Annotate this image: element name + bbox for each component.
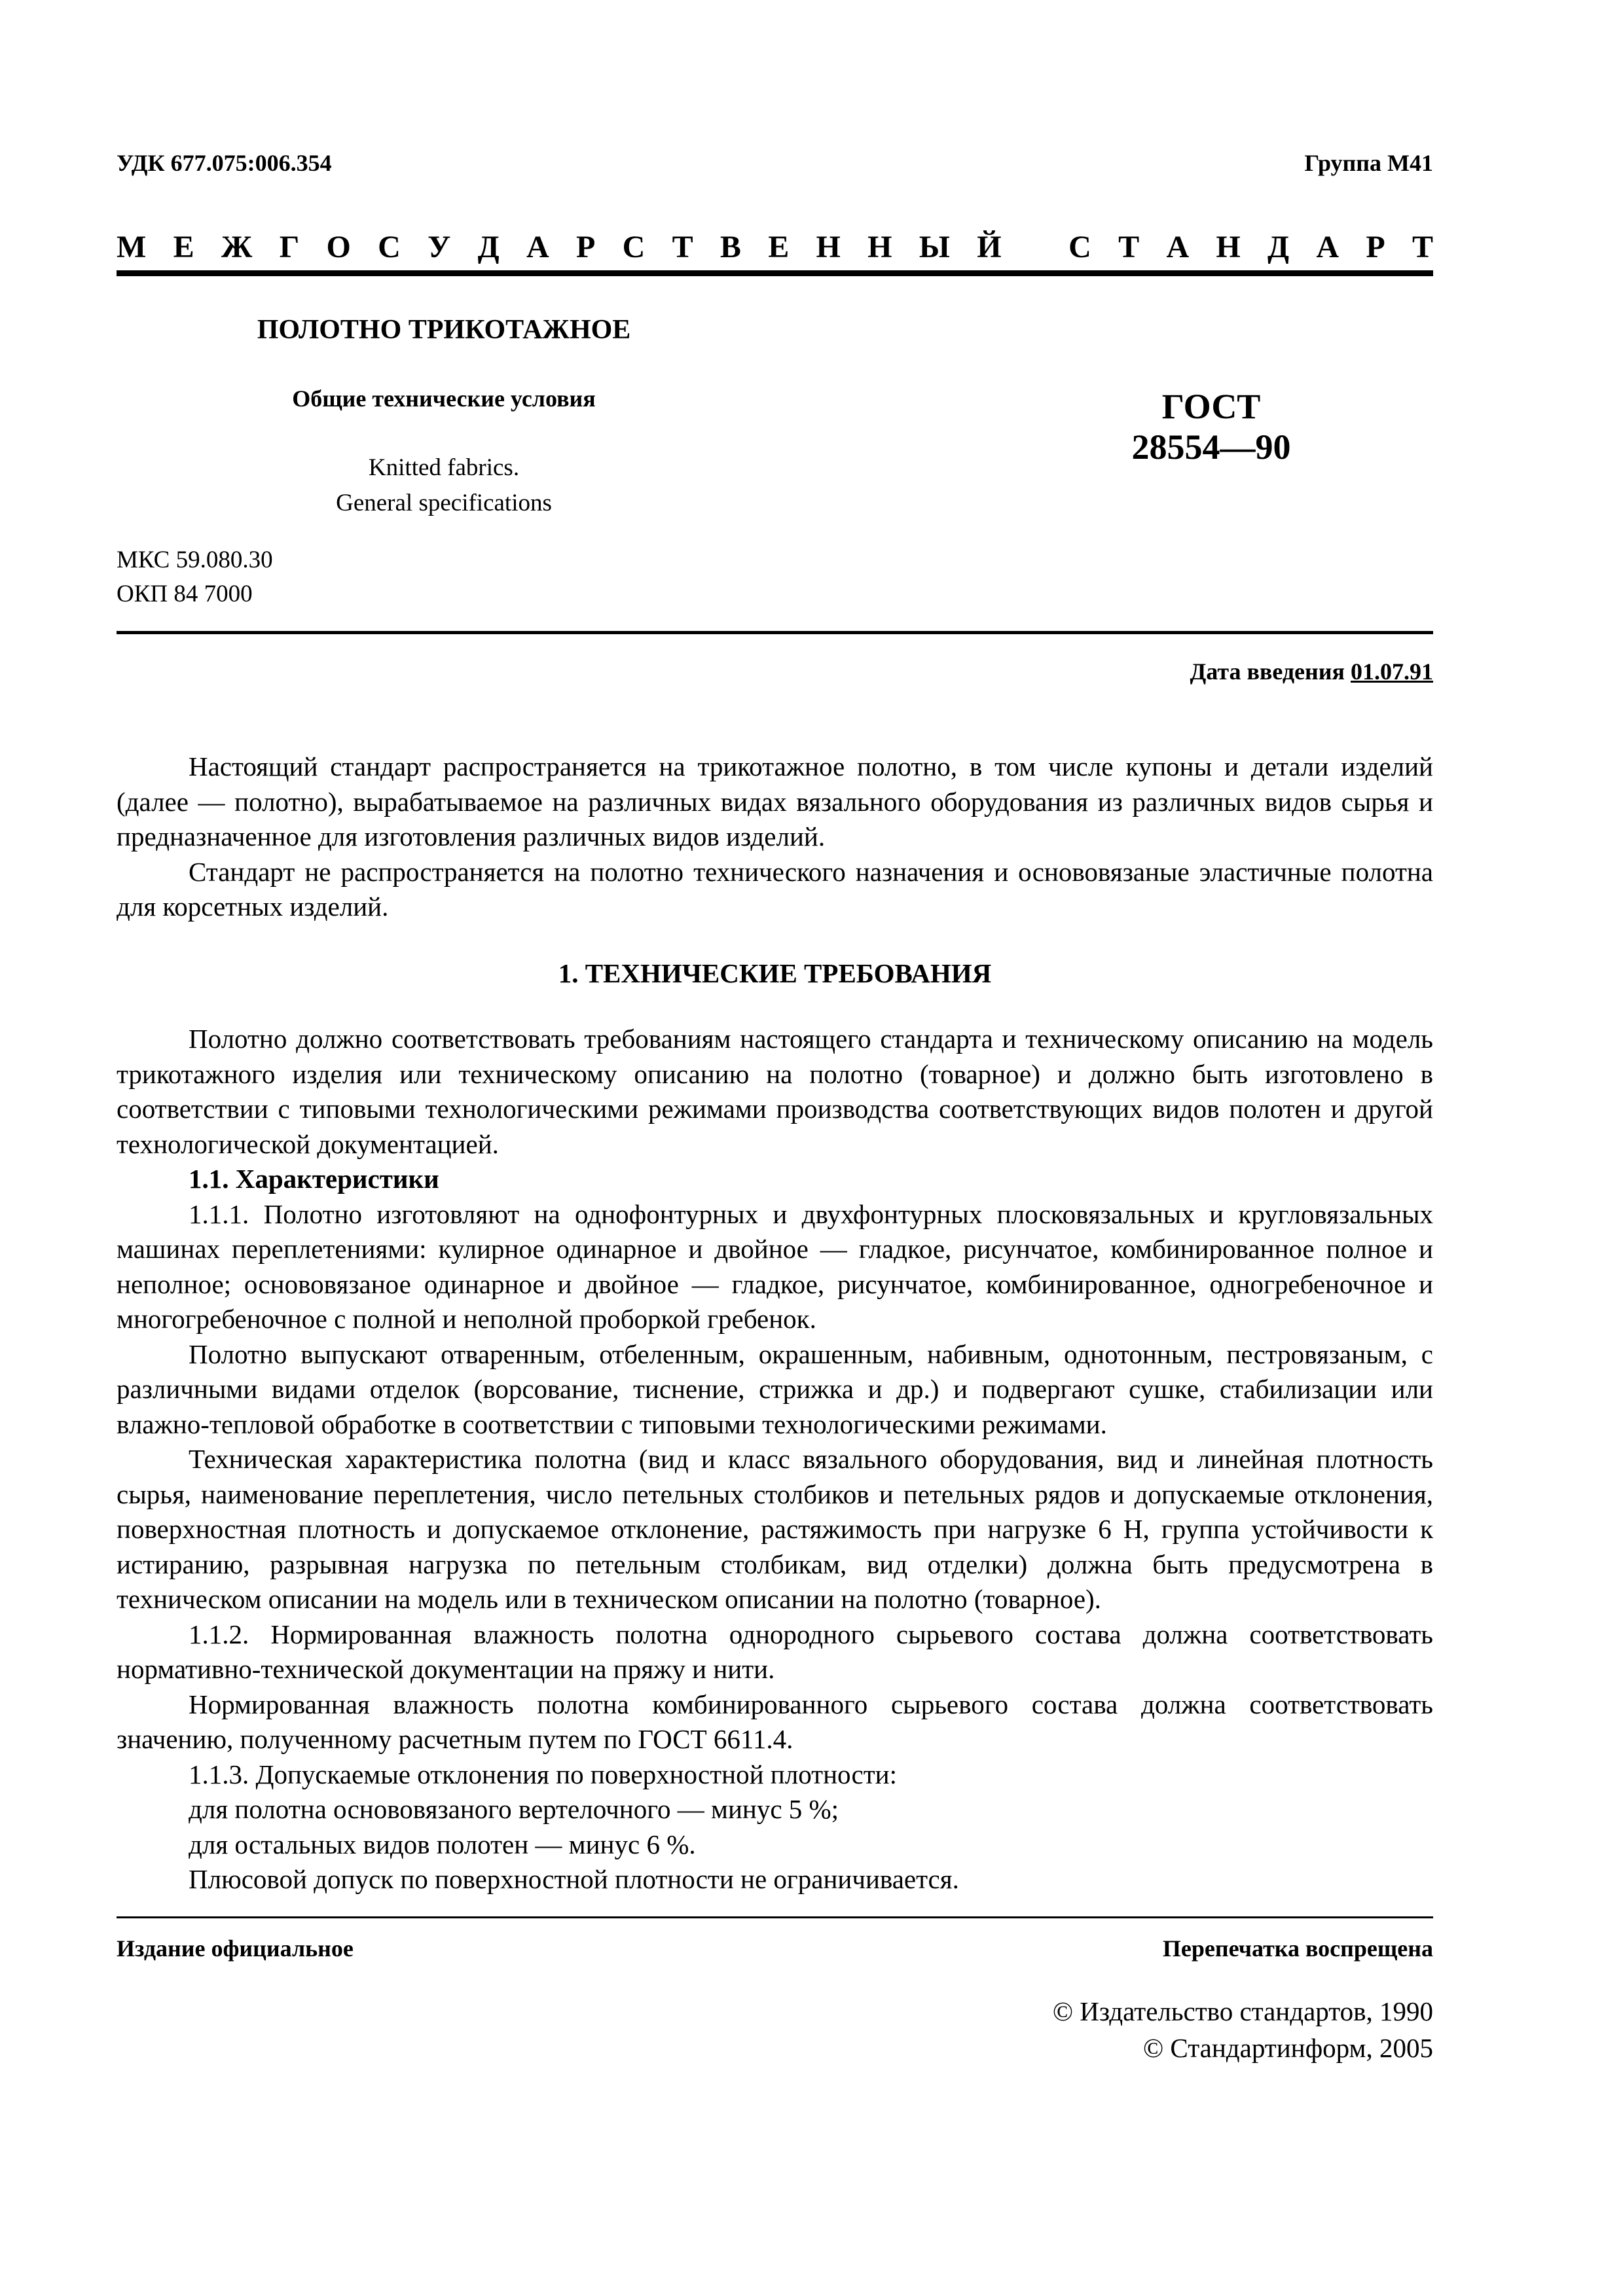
- footer-rule: [117, 1916, 1433, 1918]
- banner-letter-w1: Г: [279, 230, 300, 264]
- banner-letter-w1: О: [326, 230, 351, 264]
- banner-letter-w2: А: [1166, 230, 1190, 264]
- interstate-standard-banner: [117, 229, 1433, 265]
- english-title-line1: Knitted fabrics.: [368, 454, 520, 481]
- classification-codes: [117, 543, 273, 611]
- banner-letter-w1: Ж: [221, 230, 253, 264]
- copyright-block: [1053, 1993, 1433, 2066]
- paragraph-requirements: Полотно должно соответствовать требованиям настоящего стандарта и техническому описанию на модель трикотажного изделия или техническому описанию на полотно (товарное) и должно быть изготовлено в соответствии с типовыми технологическими режимами производства соответствующих видов полотен и другой технологической документацией.: [117, 1024, 1433, 1159]
- section-1-title: 1. ТЕХНИЧЕСКИЕ ТРЕБОВАНИЯ: [558, 958, 992, 988]
- banner-letter-w1: Ы: [919, 230, 950, 264]
- banner-letter-w1: С: [622, 230, 646, 264]
- banner-letter-w2: Д: [1267, 230, 1290, 264]
- introduction-date-value: 01.07.91: [1351, 658, 1433, 685]
- paragraph-scope: Настоящий стандарт распространяется на трикотажное полотно, в том числе купоны и детали изделий (далее — полотно), вырабатываемое на различных видах вязального оборудования из различных видов сырья и предназначенное для изготовления различных видов изделий.: [117, 751, 1433, 852]
- udk-code: УДК 677.075:006.354: [117, 150, 332, 176]
- banner-letter-w2: Р: [1366, 230, 1385, 264]
- tolerance-item-warp: для полотна основовязаного вертелочного — минус 5 %;: [189, 1794, 839, 1824]
- document-title: ПОЛОТНО ТРИКОТАЖНОЕ: [257, 315, 631, 345]
- subsection-1-1-heading: 1.1. Характеристики: [189, 1164, 439, 1194]
- banner-letter-w1: Т: [672, 230, 693, 264]
- banner-letter-w2: А: [1316, 230, 1340, 264]
- paragraph-plus-tolerance: Плюсовой допуск по поверхностной плотности не ограничивается.: [189, 1864, 959, 1894]
- banner-letter-w1: Н: [867, 230, 892, 264]
- banner-letter-w2: Т: [1412, 230, 1433, 264]
- banner-letter-w1: У: [428, 230, 451, 264]
- group-code: Группа М41: [1304, 150, 1433, 176]
- official-edition-note: Издание официальное: [117, 1935, 354, 1962]
- english-title-line2: General specifications: [336, 490, 552, 516]
- gost-label: ГОСТ: [1161, 387, 1261, 426]
- tolerance-item-other: для остальных видов полотен — минус 6 %.: [189, 1829, 696, 1859]
- codes-rule: [117, 631, 1433, 634]
- banner-letter-w1: А: [526, 230, 549, 264]
- banner-letter-w1: М: [117, 230, 147, 264]
- paragraph-combined-moisture: Нормированная влажность полотна комбинированного сырьевого состава должна соответствовать значению, полученному расчетным путем по ГОСТ 6611.4.: [117, 1689, 1433, 1754]
- copyright-line-1: © Издательство стандартов, 1990: [1052, 1996, 1433, 2026]
- banner-letter-w1: Е: [768, 230, 790, 264]
- banner-letter-w1: Р: [575, 230, 596, 264]
- banner-letter-w1: Е: [173, 230, 194, 264]
- banner-word-gap: [1029, 229, 1042, 265]
- clause-1-1-2: 1.1.2. Нормированная влажность полотна однородного сырьевого состава должна соответствовать нормативно-технической документации на пряжу и нити.: [117, 1619, 1433, 1684]
- introduction-date-label: Дата введения: [1190, 658, 1351, 685]
- banner-letter-w2: Т: [1118, 230, 1140, 264]
- paragraph-technical-characteristics: Техническая характеристика полотна (вид и класс вязального оборудования, вид и линейная плотность сырья, наименование переплетения, число петельных столбиков и петельных рядов и допускаемые отклонения, поверхностная плотность и допускаемое отклонение, растяжимость при нагрузке 6 Н, группа устойчивости к истиранию, разрывная нагрузка по петельным столбикам, вид отделки) должна быть предусмотрена в техническом описании на модель или в техническом описании на полотно (товарное).: [117, 1444, 1433, 1614]
- gost-designation: [1048, 386, 1375, 467]
- okp-code: ОКП 84 7000: [117, 581, 253, 607]
- banner-letter-w2: Н: [1216, 230, 1241, 264]
- mks-code: МКС 59.080.30: [117, 547, 273, 573]
- gost-number: 28554—90: [1131, 427, 1291, 467]
- document-subtitle: Общие технические условия: [292, 386, 596, 412]
- clause-1-1-1: 1.1.1. Полотно изготовляют на однофонтурных и двухфонтурных плосковязальных и кругловязальных машинах переплетениями: кулирное одинарное и двойное — гладкое, рисунчатое, комбинированное полное и неполное; основовязаное одинарное и двойное — гладкое, рисунчатое, комбинированное, одногребеночное и многогребеночное с полной и неполной проборкой гребенок.: [117, 1198, 1433, 1334]
- banner-letter-w1: С: [378, 230, 401, 264]
- clause-1-1-3: 1.1.3. Допускаемые отклонения по поверхностной плотности:: [189, 1759, 897, 1789]
- paragraph-exclusions: Стандарт не распространяется на полотно технического назначения и основовязаные эластичные полотна для корсетных изделий.: [117, 856, 1433, 922]
- introduction-date: [1190, 658, 1434, 685]
- copyright-line-2: © Стандартинформ, 2005: [1143, 2033, 1433, 2063]
- banner-letter-w1: Н: [816, 230, 841, 264]
- banner-rule: [117, 270, 1433, 276]
- reprint-prohibited-note: Перепечатка воспрещена: [1162, 1935, 1433, 1962]
- banner-letter-w1: Д: [477, 230, 500, 264]
- english-title: [117, 450, 771, 521]
- banner-letter-w1: Й: [977, 230, 1002, 264]
- banner-letter-w2: С: [1068, 230, 1091, 264]
- banner-letter-w1: В: [720, 230, 741, 264]
- paragraph-finishing: Полотно выпускают отваренным, отбеленным, окрашенным, набивным, однотонным, пестровязаным, с различными видами отделок (ворсование, тиснение, стрижка и др.) и подвергают сушке, стабилизации или влажно-тепловой обработке в соответствии с типовыми технологическими режимами.: [117, 1338, 1433, 1439]
- body-text: [117, 749, 1433, 1897]
